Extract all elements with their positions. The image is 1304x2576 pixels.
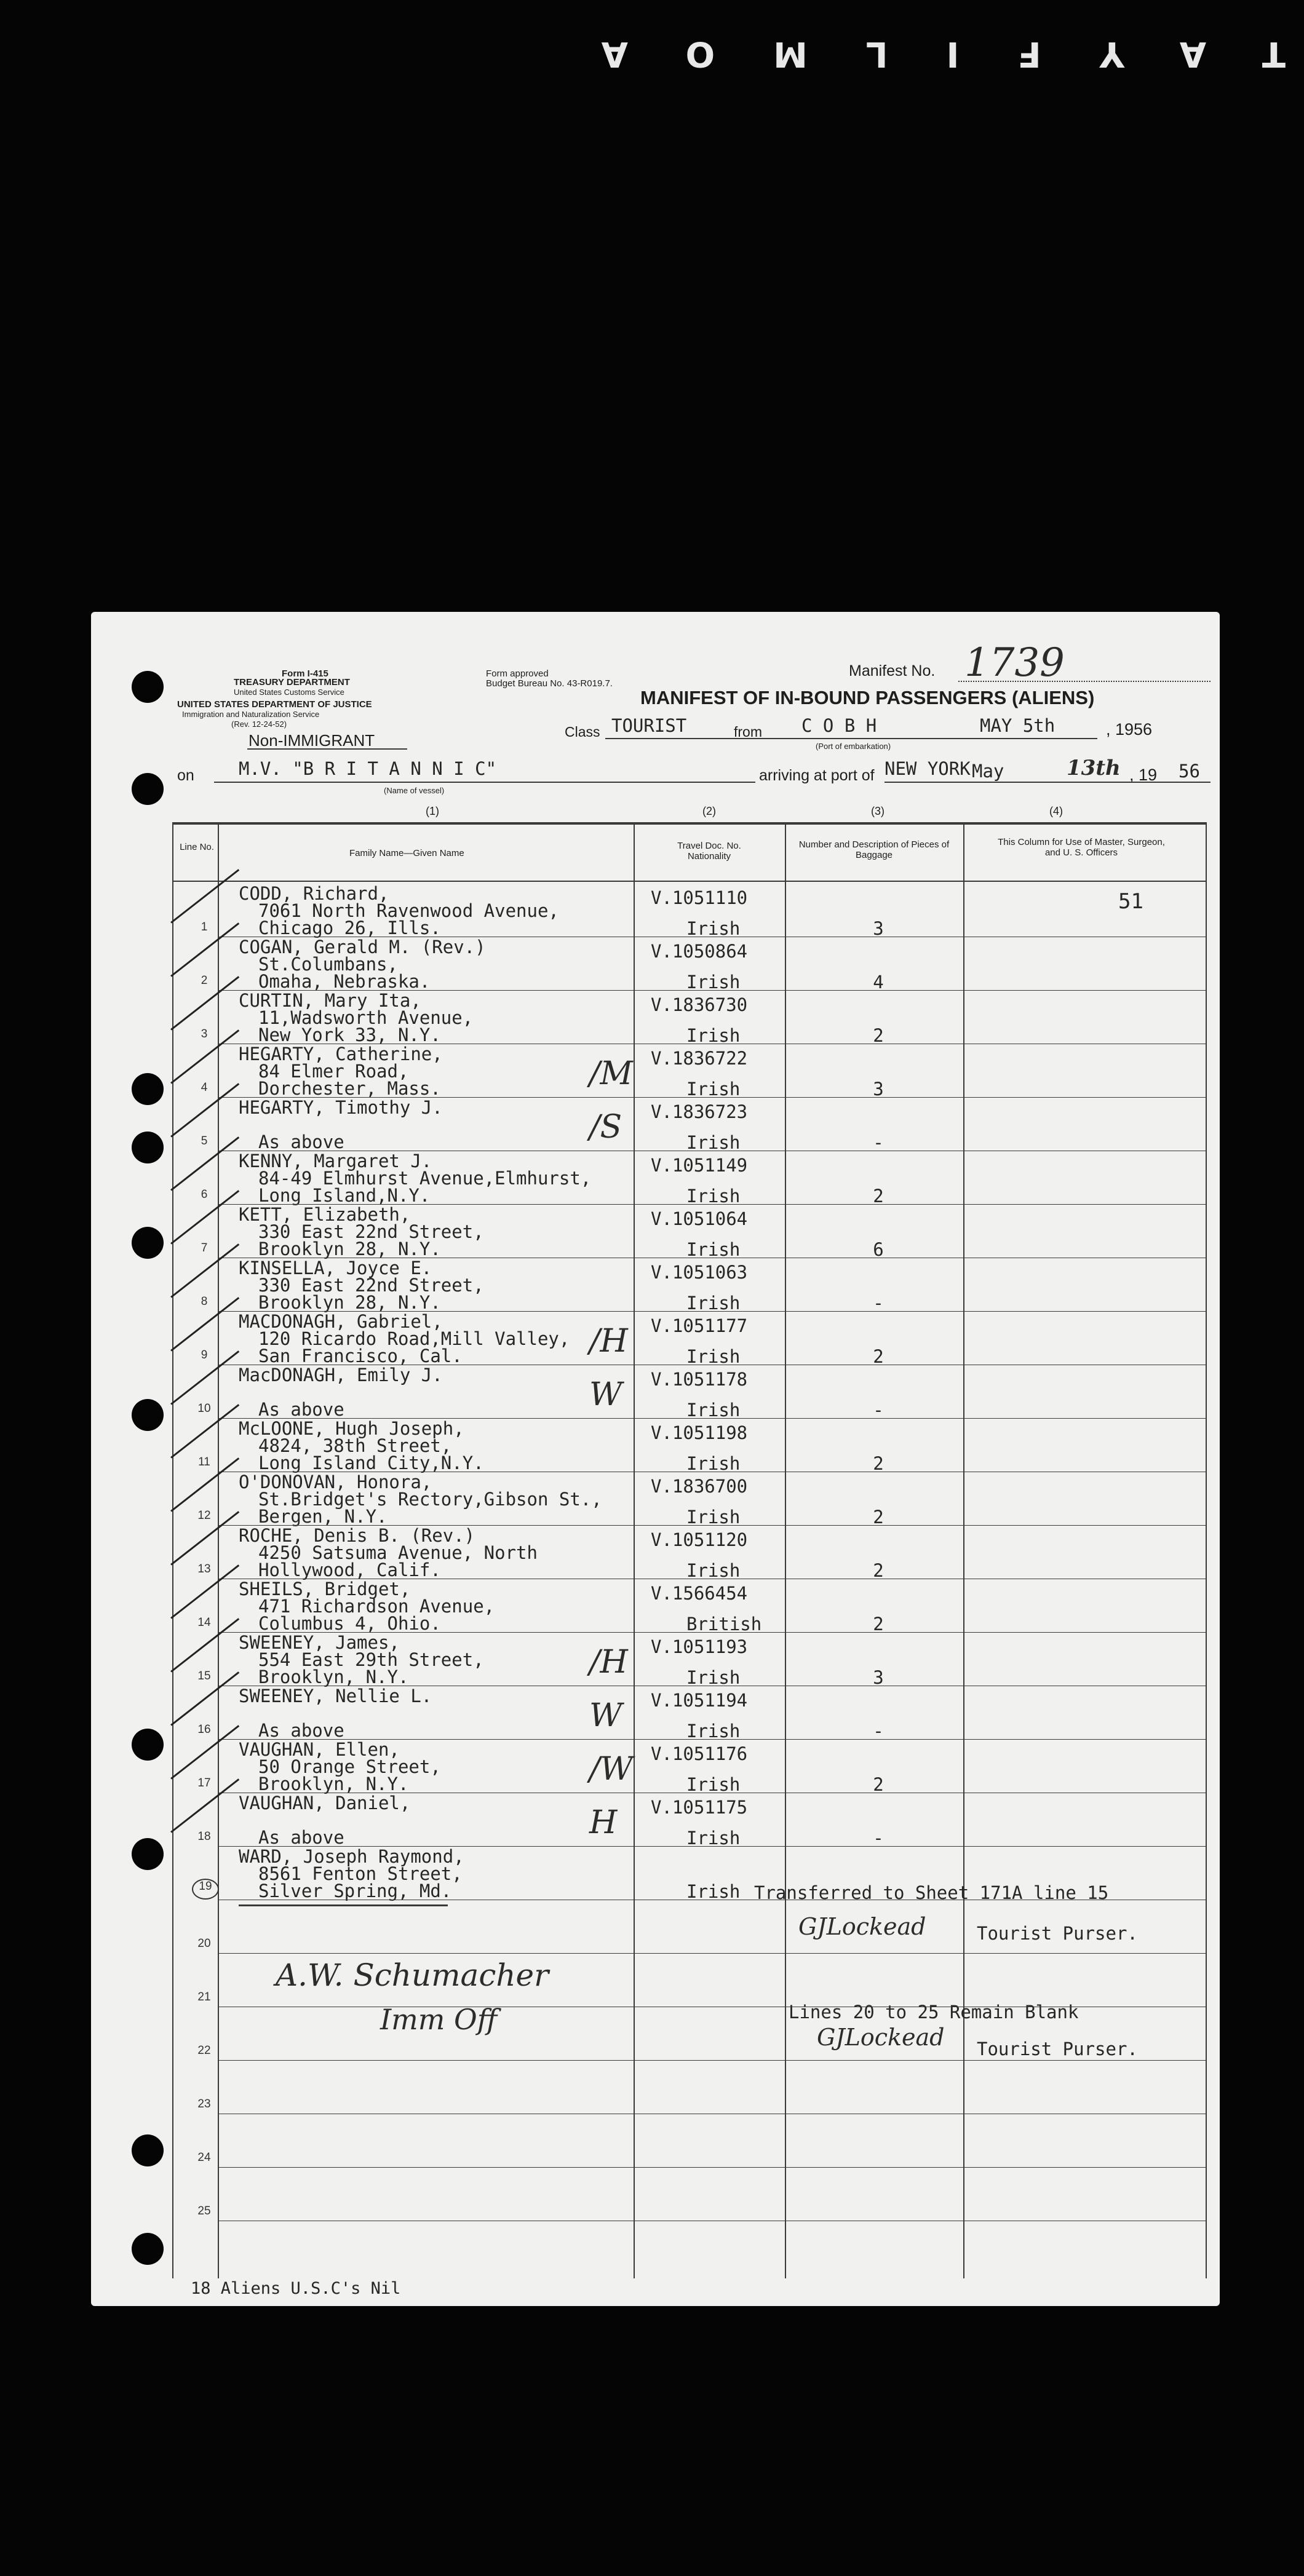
punch-hole xyxy=(132,773,164,805)
punch-hole xyxy=(132,671,164,703)
budget-bureau: Budget Bureau No. 43-R019.7. xyxy=(486,678,613,689)
baggage-count: 2 xyxy=(873,1507,884,1528)
passenger-name: KENNY, Margaret J. xyxy=(239,1151,432,1171)
page-count: 51 xyxy=(1118,889,1143,914)
travel-doc-number: V.1051110 xyxy=(651,887,748,908)
nationality: Irish xyxy=(686,1293,741,1314)
address-line: 7061 North Ravenwood Avenue, xyxy=(258,900,559,921)
address-line: Long Island,N.Y. xyxy=(258,1185,431,1206)
address-line: Hollywood, Calif. xyxy=(258,1559,441,1580)
check-mark xyxy=(170,869,239,924)
on-label: on xyxy=(177,767,194,784)
nationality: Irish xyxy=(686,1721,741,1742)
passenger-name: McLOONE, Hugh Joseph, xyxy=(239,1418,464,1439)
passenger-name: VAUGHAN, Ellen, xyxy=(239,1739,400,1760)
nationality: Irish xyxy=(686,1774,741,1795)
address-line: 4824, 38th Street, xyxy=(258,1435,452,1456)
blank-lines-note: Lines 20 to 25 Remain Blank xyxy=(789,2002,1079,2023)
empty-table-row xyxy=(91,2061,1220,2114)
table-row xyxy=(91,991,1220,1044)
travel-doc-number: V.1051194 xyxy=(651,1690,748,1711)
address-line: Brooklyn, N.Y. xyxy=(258,1773,409,1794)
table-top-rule xyxy=(172,822,1206,825)
address-line: 8561 Fenton Street, xyxy=(258,1863,463,1884)
baggage-count: 2 xyxy=(873,1774,884,1795)
nationality: Irish xyxy=(686,1881,741,1902)
table-row xyxy=(91,1740,1220,1793)
nationality: Irish xyxy=(686,1400,741,1421)
address-line: San Francisco, Cal. xyxy=(258,1345,463,1366)
address-line: 84 Elmer Road, xyxy=(258,1061,409,1082)
nationality: Irish xyxy=(686,1025,741,1046)
table-row xyxy=(91,1151,1220,1205)
table-row xyxy=(91,884,1220,937)
class-line xyxy=(605,738,1097,739)
passenger-name: SHEILS, Bridget, xyxy=(239,1579,411,1599)
travel-doc-number: V.1051198 xyxy=(651,1422,748,1443)
treasury-dept: TREASURY DEPARTMENT xyxy=(234,677,350,688)
baggage-count: 2 xyxy=(873,1453,884,1474)
col-header-line-no: Line No. xyxy=(180,842,214,852)
col4-number: (4) xyxy=(1049,805,1063,817)
address-line: 11,Wadsworth Avenue, xyxy=(258,1007,474,1028)
col-header-baggage: Number and Description of Pieces of Baggage xyxy=(798,839,950,860)
arrival-line xyxy=(885,782,1211,783)
officer-title: Imm Off xyxy=(380,2003,498,2036)
line-number: 11 xyxy=(198,1456,210,1468)
arrival-year: 56 xyxy=(1179,761,1200,782)
line-number: 21 xyxy=(197,1991,211,2003)
vessel-caption: (Name of vessel) xyxy=(384,786,445,795)
embark-port: C O B H xyxy=(801,715,877,736)
status-label: Non-IMMIGRANT xyxy=(248,731,375,750)
address-line: Silver Spring, Md. xyxy=(258,1880,452,1901)
passenger-name: HEGARTY, Timothy J. xyxy=(239,1097,443,1118)
line-number: 4 xyxy=(201,1081,208,1094)
manifest-sheet xyxy=(91,612,1220,2306)
address-line: Columbus 4, Ohio. xyxy=(258,1613,441,1634)
address-line: 4250 Satsuma Avenue, North xyxy=(258,1542,538,1563)
line-number: 10 xyxy=(197,1402,211,1415)
nationality: Irish xyxy=(686,1828,741,1849)
address-line: As above xyxy=(258,1720,344,1741)
ins-service: Immigration and Naturalization Service xyxy=(182,710,320,719)
revision: (Rev. 12-24-52) xyxy=(231,719,287,729)
nationality: Irish xyxy=(686,1667,741,1688)
nationality: Irish xyxy=(686,1132,741,1153)
nationality: Irish xyxy=(686,1239,741,1260)
baggage-count: 3 xyxy=(873,1079,884,1100)
line-number: 12 xyxy=(197,1509,211,1522)
purser-signature-2: GJLockead xyxy=(817,2024,945,2051)
baggage-count: 4 xyxy=(873,972,884,993)
passenger-name: KETT, Elizabeth, xyxy=(239,1204,411,1225)
handwritten-mark: /H xyxy=(589,1644,628,1681)
passenger-name: COGAN, Gerald M. (Rev.) xyxy=(239,937,486,957)
empty-table-row xyxy=(91,2007,1220,2061)
travel-doc-number: V.1051178 xyxy=(651,1369,748,1390)
baggage-count: 2 xyxy=(873,1025,884,1046)
nationality: Irish xyxy=(686,1186,741,1207)
travel-doc-number: V.1836700 xyxy=(651,1476,748,1497)
travel-doc-number: V.1836723 xyxy=(651,1101,748,1122)
address-line: 330 East 22nd Street, xyxy=(258,1275,484,1296)
purser-signature-1: GJLockead xyxy=(798,1913,926,1940)
handwritten-mark: W xyxy=(589,1376,622,1413)
table-row xyxy=(91,1258,1220,1312)
baggage-count: 3 xyxy=(873,918,884,939)
handwritten-mark: /S xyxy=(589,1109,622,1146)
passenger-name: SWEENEY, James, xyxy=(239,1632,400,1653)
vessel-line xyxy=(214,782,755,783)
address-line: Brooklyn, N.Y. xyxy=(258,1666,409,1687)
form-approved: Form approved xyxy=(486,668,549,679)
col-header-doc: Travel Doc. No. Nationality xyxy=(677,841,741,862)
baggage-count: 2 xyxy=(873,1560,884,1581)
line-number: 5 xyxy=(201,1135,208,1147)
address-line: Bergen, N.Y. xyxy=(258,1506,388,1527)
address-line: 554 East 29th Street, xyxy=(258,1649,484,1670)
line-number: 17 xyxy=(197,1777,211,1789)
col3-number: (3) xyxy=(871,805,885,817)
address-line: Brooklyn 28, N.Y. xyxy=(258,1292,441,1313)
passenger-name: ROCHE, Denis B. (Rev.) xyxy=(239,1525,475,1546)
baggage-count: - xyxy=(873,1721,884,1742)
table-row xyxy=(91,1793,1220,1847)
nationality: Irish xyxy=(686,1453,741,1474)
col-header-officers: This Column for Use of Master, Surgeon, and U. S. Officers xyxy=(998,837,1165,858)
line-number: 16 xyxy=(197,1723,211,1736)
address-line: Chicago 26, Ills. xyxy=(258,917,441,938)
col1-number: (1) xyxy=(426,805,439,817)
address-line: 120 Ricardo Road,Mill Valley, xyxy=(258,1328,570,1349)
handwritten-mark: /H xyxy=(589,1323,628,1360)
class-value: TOURIST xyxy=(611,715,687,736)
film-header: TAYFILMOA xyxy=(543,34,1286,74)
address-line: 50 Orange Street, xyxy=(258,1756,441,1777)
line-number: 25 xyxy=(197,2205,211,2217)
line-number: 23 xyxy=(197,2098,211,2110)
class-label: Class xyxy=(565,724,600,740)
address-line: Brooklyn 28, N.Y. xyxy=(258,1238,441,1259)
line-number: 13 xyxy=(197,1563,211,1575)
travel-doc-number: V.1051193 xyxy=(651,1636,748,1657)
footer-tally: 18 Aliens U.S.C's Nil xyxy=(191,2279,401,2298)
baggage-count: 2 xyxy=(873,1186,884,1207)
address-line: As above xyxy=(258,1827,344,1848)
line-number: 3 xyxy=(201,1028,208,1040)
nationality: Irish xyxy=(686,1346,741,1367)
table-row xyxy=(91,1312,1220,1365)
nationality: Irish xyxy=(686,1507,741,1528)
table-row xyxy=(91,1686,1220,1740)
table-row xyxy=(91,1205,1220,1258)
line-number: 8 xyxy=(201,1295,208,1308)
line-number: 6 xyxy=(201,1188,208,1201)
nationality: Irish xyxy=(686,918,741,939)
passenger-name: KINSELLA, Joyce E. xyxy=(239,1258,432,1278)
travel-doc-number: V.1051063 xyxy=(651,1262,748,1283)
table-row xyxy=(91,1526,1220,1579)
baggage-count: - xyxy=(873,1828,884,1849)
handwritten-mark: W xyxy=(589,1697,622,1734)
col-header-name: Family Name—Given Name xyxy=(349,848,464,858)
nationality: Irish xyxy=(686,1079,741,1100)
empty-table-row xyxy=(91,1900,1220,1954)
form-number: Form I-415 xyxy=(282,668,328,679)
table-row xyxy=(91,1098,1220,1151)
line-number: 18 xyxy=(197,1830,211,1843)
baggage-count: - xyxy=(873,1400,884,1421)
handwritten-mark: /W xyxy=(589,1751,633,1788)
travel-doc-number: V.1051177 xyxy=(651,1315,748,1336)
address-line: Dorchester, Mass. xyxy=(258,1078,441,1099)
manifest-number: 1739 xyxy=(964,640,1065,686)
passenger-name: MacDONAGH, Emily J. xyxy=(239,1365,443,1385)
line-number: 7 xyxy=(201,1242,208,1254)
baggage-count: 3 xyxy=(873,1667,884,1688)
transferred-note: Transferred to Sheet 171A line 15 xyxy=(754,1882,1109,1903)
address-line: 84-49 Elmhurst Avenue,Elmhurst, xyxy=(258,1168,592,1189)
from-label: from xyxy=(734,724,762,740)
baggage-count: 2 xyxy=(873,1346,884,1367)
passenger-name: CODD, Richard, xyxy=(239,883,389,904)
empty-table-row xyxy=(91,2168,1220,2221)
arrival-port: NEW YORK xyxy=(885,758,971,779)
travel-doc-number: V.1051064 xyxy=(651,1208,748,1229)
travel-doc-number: V.1051176 xyxy=(651,1743,748,1764)
nationality: Irish xyxy=(686,972,741,993)
passenger-name: CURTIN, Mary Ita, xyxy=(239,990,421,1011)
travel-doc-number: V.1051175 xyxy=(651,1797,748,1818)
line-number: 20 xyxy=(197,1937,211,1950)
manifest-title: MANIFEST OF IN-BOUND PASSENGERS (ALIENS) xyxy=(640,687,1095,708)
travel-doc-number: V.1051120 xyxy=(651,1529,748,1550)
baggage-count: 2 xyxy=(873,1614,884,1635)
arrival-year-prefix: , 19 xyxy=(1129,766,1158,784)
officer-signature: A.W. Schumacher xyxy=(276,1957,549,1993)
line-number: 1 xyxy=(201,921,208,933)
embark-date: MAY 5th xyxy=(980,715,1056,736)
col2-number: (2) xyxy=(702,805,716,817)
travel-doc-number: V.1566454 xyxy=(651,1583,748,1604)
embark-year: , 1956 xyxy=(1106,720,1153,739)
travel-doc-number: V.1836730 xyxy=(651,994,748,1015)
travel-doc-number: V.1836722 xyxy=(651,1048,748,1069)
line-number: 22 xyxy=(197,2044,211,2057)
port-caption: (Port of embarkation) xyxy=(816,742,891,751)
table-row xyxy=(91,1472,1220,1526)
customs-service: United States Customs Service xyxy=(234,688,344,697)
address-line: Long Island City,N.Y. xyxy=(258,1452,484,1473)
arrival-day: 13th xyxy=(1067,756,1121,780)
passenger-name: SWEENEY, Nellie L. xyxy=(239,1686,432,1706)
empty-table-row xyxy=(91,1954,1220,2007)
address-line: 471 Richardson Avenue, xyxy=(258,1596,495,1617)
passenger-name: HEGARTY, Catherine, xyxy=(239,1044,443,1064)
address-line: 330 East 22nd Street, xyxy=(258,1221,484,1242)
passenger-name: VAUGHAN, Daniel, xyxy=(239,1793,411,1813)
baggage-count: 6 xyxy=(873,1239,884,1260)
address-line: St.Columbans, xyxy=(258,954,398,975)
arriving-label: arriving at port of xyxy=(759,767,875,784)
purser-title-1: Tourist Purser. xyxy=(977,1923,1138,1944)
justice-dept: UNITED STATES DEPARTMENT OF JUSTICE xyxy=(177,699,372,710)
line-number: 24 xyxy=(197,2151,211,2164)
passenger-name: MACDONAGH, Gabriel, xyxy=(239,1311,443,1332)
nationality: Irish xyxy=(686,1560,741,1581)
baggage-count: - xyxy=(873,1132,884,1153)
empty-table-row xyxy=(91,2114,1220,2168)
purser-title-2: Tourist Purser. xyxy=(977,2039,1138,2059)
handwritten-mark: /M xyxy=(589,1055,633,1092)
address-line: As above xyxy=(258,1131,344,1152)
baggage-count: - xyxy=(873,1293,884,1314)
arrival-month: May xyxy=(972,761,1004,782)
table-header-rule xyxy=(172,881,1206,882)
manifest-no-label: Manifest No. xyxy=(849,662,936,680)
manifest-no-line xyxy=(958,681,1211,682)
vessel-name: M.V. "B R I T A N N I C" xyxy=(239,758,497,779)
line-number: 15 xyxy=(197,1670,211,1682)
travel-doc-number: V.1050864 xyxy=(651,941,748,962)
line-number: 19 xyxy=(192,1879,219,1900)
line-number: 9 xyxy=(201,1349,208,1361)
line-number: 2 xyxy=(201,974,208,987)
table-row xyxy=(91,1633,1220,1686)
handwritten-mark: H xyxy=(589,1804,618,1841)
passenger-name: WARD, Joseph Raymond, xyxy=(239,1846,464,1867)
address-line: St.Bridget's Rectory,Gibson St., xyxy=(258,1489,602,1510)
nationality: British xyxy=(686,1614,762,1635)
table-row xyxy=(91,1419,1220,1472)
status-underline xyxy=(247,748,407,750)
table-row xyxy=(91,1044,1220,1098)
punch-hole xyxy=(132,2233,164,2265)
table-row xyxy=(91,1579,1220,1633)
passenger-name: O'DONOVAN, Honora, xyxy=(239,1472,432,1492)
address-line: As above xyxy=(258,1399,344,1420)
line-number: 14 xyxy=(197,1616,211,1629)
travel-doc-number: V.1051149 xyxy=(651,1155,748,1176)
address-line: New York 33, N.Y. xyxy=(258,1024,441,1045)
table-row xyxy=(91,1365,1220,1419)
address-line: Omaha, Nebraska. xyxy=(258,971,431,992)
table-row xyxy=(91,937,1220,991)
